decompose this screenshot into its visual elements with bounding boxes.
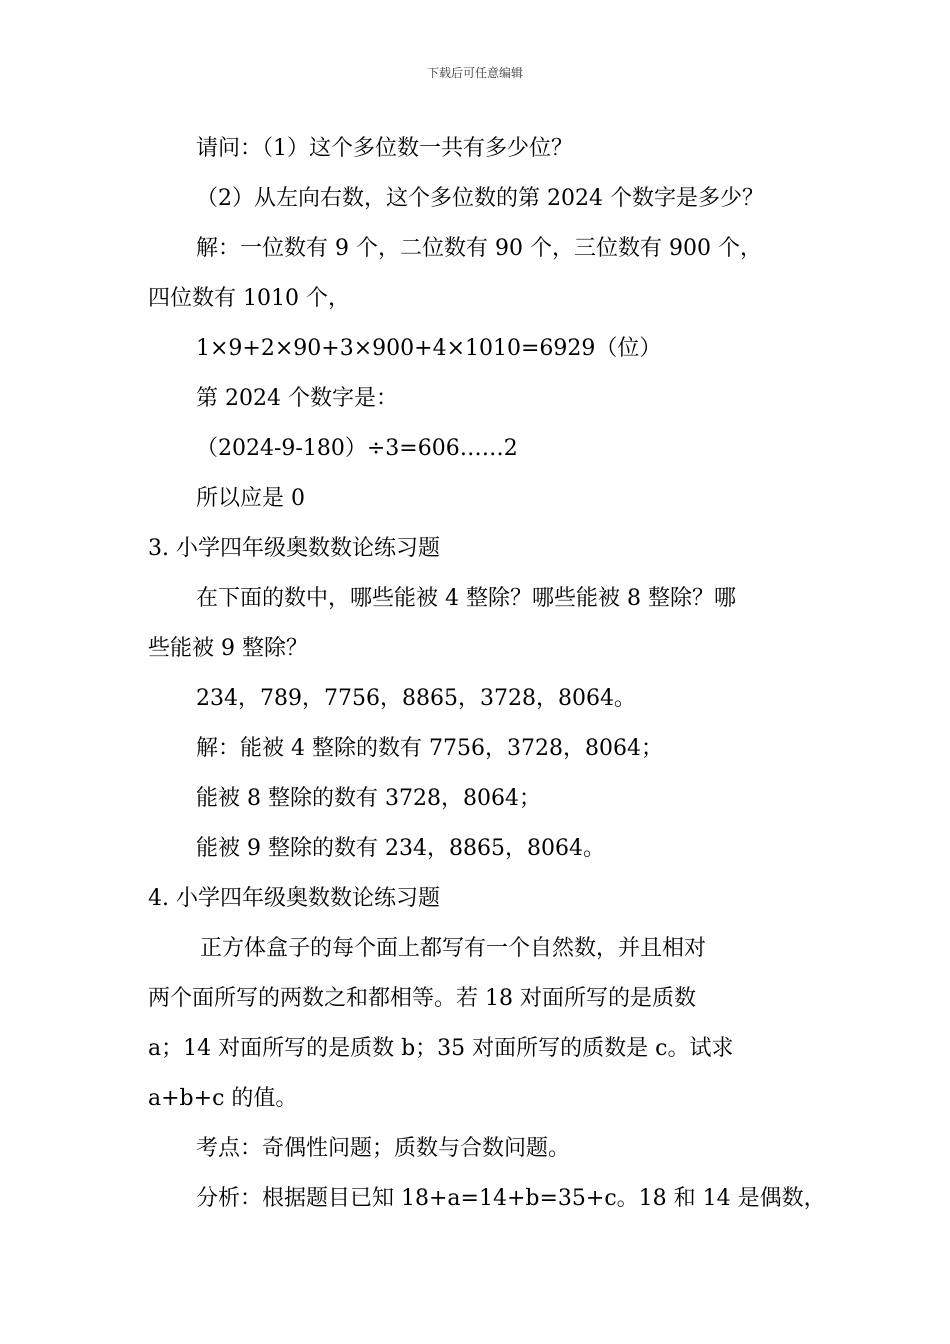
section-heading: 4. 小学四年级奥数数论练习题	[148, 886, 440, 911]
page-header: 下载后可任意编辑	[426, 66, 523, 80]
question-line: a；14 对面所写的是质数 b；35 对面所写的质数是 c。试求	[148, 1036, 734, 1061]
solution-line: 能被 9 整除的数有 234，8865，8064。	[196, 836, 605, 861]
solution-line: 第 2024 个数字是：	[196, 386, 398, 411]
section-heading: 3. 小学四年级奥数数论练习题	[148, 536, 440, 561]
question-line: 在下面的数中，哪些能被 4 整除？哪些能被 8 整除？哪	[196, 586, 736, 611]
solution-line: 解：一位数有 9 个，二位数有 90 个，三位数有 900 个，	[196, 236, 762, 261]
number-list: 234，789，7756，8865，3728，8064。	[196, 686, 636, 711]
solution-line: 四位数有 1010 个，	[148, 286, 350, 311]
solution-line: 能被 8 整除的数有 3728，8064；	[196, 786, 541, 811]
formula-line: 1×9+2×90+3×900+4×1010=6929（位）	[196, 336, 662, 361]
question-line: 正方体盒子的每个面上都写有一个自然数，并且相对	[200, 936, 707, 961]
solution-line: 解：能被 4 整除的数有 7756，3728，8064；	[196, 736, 663, 761]
answer-line: 所以应是 0	[196, 486, 305, 511]
question-line: 两个面所写的两数之和都相等。若 18 对面所写的是质数	[148, 986, 696, 1011]
question-line: 些能被 9 整除？	[148, 636, 308, 661]
analysis-line: 分析：根据题目已知 18+a=14+b=35+c。18 和 14 是偶数，	[196, 1186, 826, 1211]
question-line: 请问：（1）这个多位数一共有多少位？	[196, 136, 573, 161]
formula-line: （2024-9-180）÷3=606……2	[196, 436, 518, 461]
question-line: a+b+c 的值。	[148, 1086, 298, 1111]
question-line: （2）从左向右数，这个多位数的第 2024 个数字是多少？	[196, 186, 764, 211]
topic-line: 考点：奇偶性问题；质数与合数问题。	[196, 1136, 571, 1161]
